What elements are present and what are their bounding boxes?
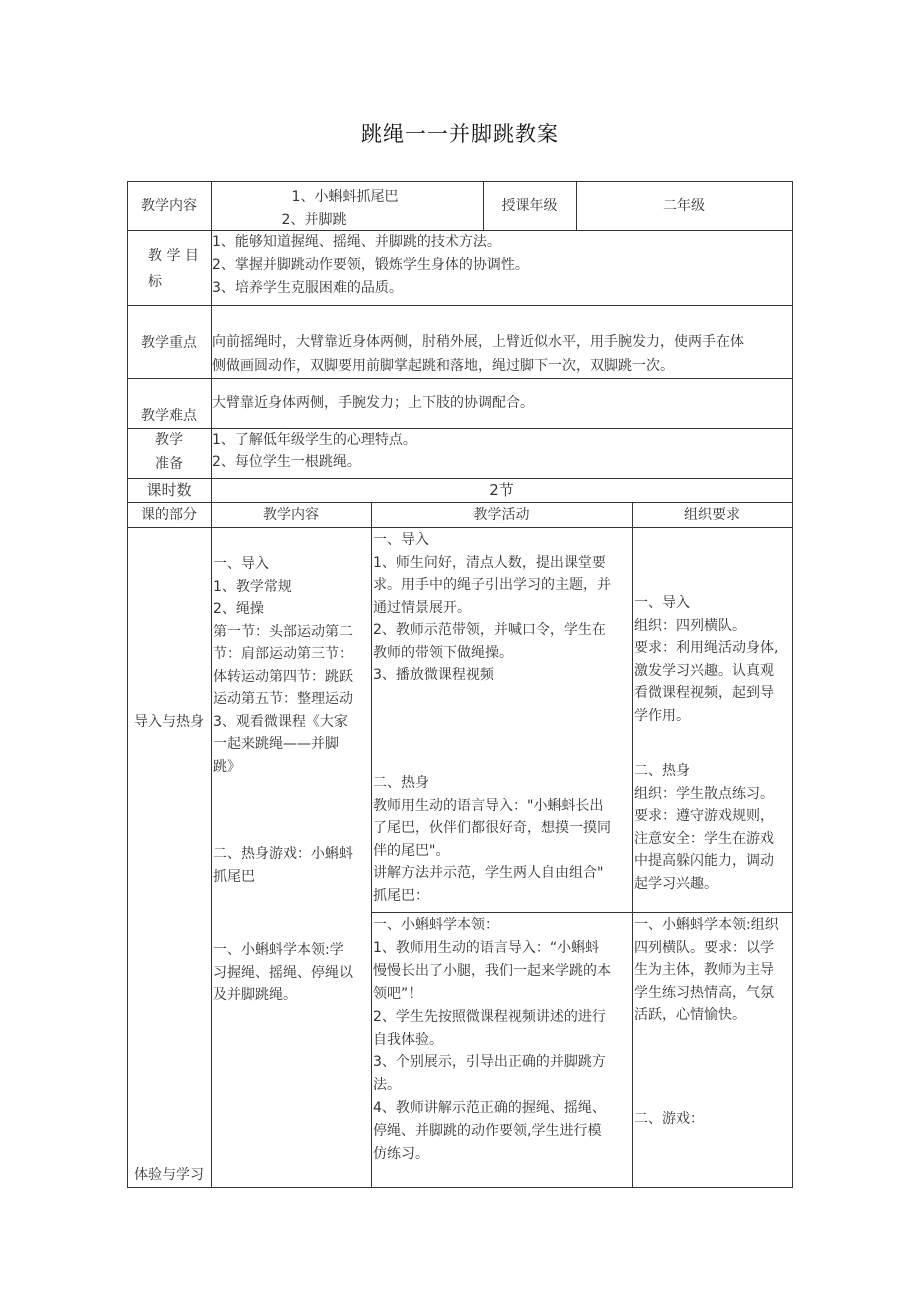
col-header-content: 教学内容 [263,507,319,523]
s1-org-warm-line: 组织：学生散点练习。 [634,785,774,802]
s1-org-req-line: 激发学习兴趣。认真观 [634,662,774,679]
s1-activity-line: 2、教师示范带领，并喊口令，学生在 [373,622,606,638]
s1-activity-line: 求。用手中的绳子引出学习的主题，并 [373,577,611,593]
key-points-line-2: 侧做画圆动作，双脚要用前脚掌起跳和落地，绳过脚下一次，双脚跳一次。 [212,358,674,374]
s1-org-req-line: 学作用。 [634,707,690,724]
goal-item-3: 3、培养学生克服困难的品质。 [212,280,403,296]
s1-activity-line: 教师的带领下做绳操。 [373,644,513,661]
s1-activity-a3: 3、播放微课程视频 [373,667,494,683]
s2-activity-line: 停绳、并脚跳的动作要领,学生进行模 [373,1123,602,1140]
section1-org-warm [634,760,774,895]
prep-label-line2: 准备 [155,456,183,472]
s2-activity-line: 2、学生先按照微课程视频讲述的进行 [373,1008,606,1025]
s1-org-warm-title: 二、热身 [634,763,690,779]
section2-activity [373,914,611,1166]
section1-activity [373,529,611,687]
key-points-line-1: 向前摇绳时，大臂靠近身体两侧，肘稍外展，上臂近似水平，用手腕发力，使两手在体 [212,334,744,350]
s1-org-warm-line: 中提高躲闪能力，调动 [634,853,774,869]
s2-activity-line: 领吧”！ [373,985,423,1002]
s1-content-intro: 一、导入 [213,556,269,572]
grade-label: 授课年级 [501,198,558,214]
section1-content-game [213,843,353,888]
s1-activity-warm-line: 讲解方法并示范，学生两人自由组合" [373,865,604,881]
s1-content-micro-line: 跳》 [213,758,241,775]
s1-org-warm-line: 要求：遵守游戏规则， [634,808,774,824]
col-header-part: 课的部分 [141,507,197,523]
col-header-activity: 教学活动 [473,507,530,523]
prep-label-line1: 教学 [155,432,183,448]
s2-activity-line: 一、小蝌蚪学本领： [373,917,499,933]
goal-item-1: 1、能够知道握绳、摇绳、并脚跳的技术方法。 [212,234,501,250]
s1-content-ex-line: 运动第五节：整理运动 [213,691,353,707]
s1-content-ex-line: 第一节：头部运动第二 [213,623,353,640]
s1-content-routine: 1、教学常规 [213,578,292,595]
s2-activity-line: 4、教师讲解示范正确的握绳、摇绳、 [373,1100,606,1117]
s1-org-warm-line: 起学习兴趣。 [634,875,718,892]
goals-label-line2: 标 [148,274,162,290]
section2-org [634,914,779,1027]
prep-item-2: 2、每位学生一根跳绳。 [212,454,361,470]
section2-part: 体验与学习 [134,1167,204,1183]
s1-content-ex-line: 节：肩部运动第三节： [213,646,353,662]
s1-content-rope-ex: 2、绳操 [213,601,264,617]
prep-item-1: 1、了解低年级学生的心理特点。 [212,432,417,448]
content-label: 教学内容 [141,198,197,214]
s2-activity-line: 3、个别展示，引导出正确的并脚跳方 [373,1054,606,1071]
document-title: 跳绳一一并脚跳教案 [361,122,559,146]
goals-label-line1: 教 学 目 [148,248,199,264]
s2-org-line: 一、小蝌蚪学本领:组织 [634,917,779,933]
goal-item-2: 2、掌握并脚跳动作要领，锻炼学生身体的协调性。 [212,257,529,273]
s1-content-micro-line: 3、观看微课程《大家 [213,713,348,730]
grade-value: 二年级 [663,198,705,214]
s2-activity-line: 自我体验。 [373,1031,443,1048]
s1-content-micro-line: 一起来跳绳——并脚 [213,736,339,752]
s1-content-ex-line: 体转运动第四节：跳跃 [213,668,353,685]
s2-org-game: 二、游戏： [634,1111,704,1127]
section1-content [213,553,353,778]
s2-org-line: 学生练习热情高，气氛 [634,984,774,1001]
section2-content [213,939,353,1007]
s1-org-intro: 一、导入 [634,595,690,611]
s1-activity-intro: 一、导入 [373,532,429,548]
s1-activity-warm-line: 抓尾巴： [373,887,429,904]
col-header-org: 组织要求 [684,507,740,523]
s2-activity-line: 1、教师用生动的语言导入：“小蝌蚪 [373,939,600,956]
s1-content-game-line: 抓尾巴 [213,868,255,885]
s1-activity-warm-line: 教师用生动的语言导入："小蝌蚪长出 [373,797,604,814]
s2-content-line: 及并脚跳绳。 [213,987,297,1003]
s2-org-line: 四列横队。要求：以学 [634,939,774,956]
key-points-label: 教学重点 [141,335,197,351]
s1-activity-line: 通过情景展开。 [373,599,471,616]
s2-org-line: 活跃，心情愉快。 [634,1007,746,1023]
s1-content-game-line: 二、热身游戏：小蝌蚪 [213,846,353,862]
s2-activity-line: 仿练习。 [373,1146,429,1163]
difficulty-text: 大臂靠近身体两侧，手腕发力；上下肢的协调配合。 [212,395,534,411]
s2-activity-line: 法。 [373,1077,401,1094]
s1-activity-warm-title: 二、热身 [373,775,429,791]
section1-activity-warm [373,772,611,907]
s1-org-req-line: 要求：利用绳活动身体, [634,640,779,656]
content-item-2: 2、并脚跳 [281,212,347,228]
s1-org-warm-line: 注意安全：学生在游戏 [634,830,774,847]
s1-activity-warm-line: 伴的尾巴"。 [373,842,450,859]
difficulty-label: 教学难点 [141,408,197,424]
s1-org-formation: 组织：四列横队。 [634,617,746,634]
hours-value: 2节 [489,481,514,499]
section1-org [634,592,778,727]
section1-part: 导入与热身 [134,714,204,730]
s2-content-line: 习握绳、摇绳、停绳以 [213,964,353,981]
s1-org-req-line: 看微课程视频，起到导 [634,685,774,701]
content-item-1: 1、小蝌蚪抓尾巴 [291,189,399,205]
s2-org-line: 生为主体，教师为主导 [634,962,774,978]
s1-activity-warm-line: 了尾巴，伙伴们都很好奇，想摸一摸同 [373,820,611,836]
hours-label: 课时数 [146,481,192,499]
s2-activity-line: 慢慢长出了小腿，我们一起来学跳的本 [373,962,611,979]
s1-activity-line: 1、师生问好，清点人数，提出课堂要 [373,554,606,571]
s2-content-line: 一、小蝌蚪学本领:学 [213,942,344,958]
